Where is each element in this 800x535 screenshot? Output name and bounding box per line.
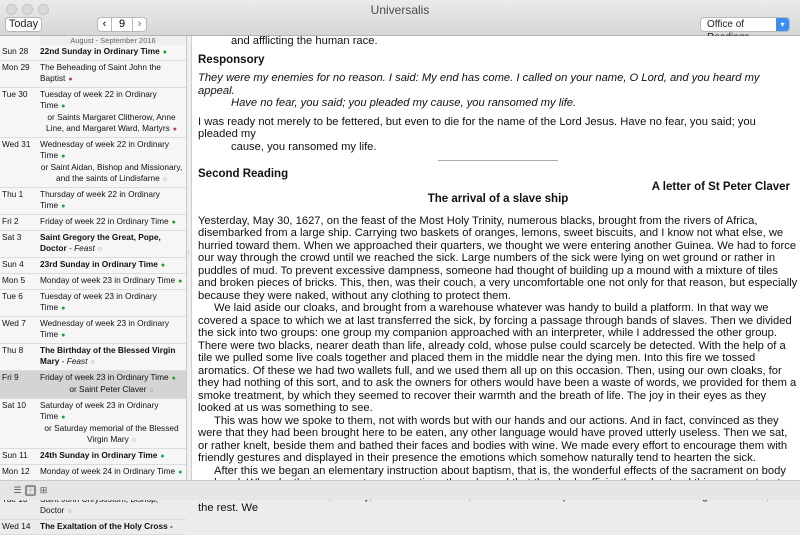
day-celebrations xyxy=(40,291,186,314)
second-reading-heading: Second Reading xyxy=(198,168,289,180)
celebration-name: Friday of week 23 in Ordinary Time xyxy=(40,372,169,382)
liturgical-color-dot-icon: ● xyxy=(61,203,66,210)
day-row[interactable] xyxy=(0,317,186,344)
celebration-line xyxy=(40,372,183,384)
day-row[interactable] xyxy=(0,258,186,274)
celebration-line xyxy=(40,162,183,185)
day-date: Tue 6 xyxy=(2,291,23,301)
celebration-name: The Birthday of the Blessed Virgin Mary xyxy=(40,345,176,366)
celebration-rank: - Feast xyxy=(59,356,88,366)
liturgical-color-dot-icon: ● xyxy=(61,103,66,110)
optional-memorial-dot-icon: ○ xyxy=(90,359,95,366)
reading-paragraph: This was how we spoke to them, not with words but with our hands and our actions. And in fact, convinced as they were that they had been brought here to be eaten, any other language would have proved utterly useless. Then we sat, or rather knelt, beside them and bathed their faces and bodies with wine. We made every effort to encourage them with friendly gestures and displayed in their presence the emotions which somehow naturally tend to hearten the sick. xyxy=(198,414,788,464)
celebration-line xyxy=(40,345,183,368)
office-select-label: Office of xyxy=(707,19,745,30)
liturgical-color-dot-icon: ● xyxy=(61,153,66,160)
celebration-name: Tuesday of week 23 in Ordinary Time xyxy=(40,291,157,312)
celebration-name: Tuesday of week 22 in Ordinary Time xyxy=(40,89,157,110)
day-stepper xyxy=(97,17,147,32)
celebration-name: Saint Gregory the Great, Pope, Doctor xyxy=(40,232,161,253)
celebration-line xyxy=(40,318,183,341)
day-celebrations xyxy=(40,318,186,341)
reading-line: and afflicting the human race. xyxy=(231,35,378,47)
celebration-line xyxy=(40,291,183,314)
day-celebrations xyxy=(40,232,186,255)
celebration-line xyxy=(40,400,183,423)
responsory-verse-2 xyxy=(198,116,798,154)
liturgical-color-dot-icon: ● xyxy=(172,126,177,133)
window-title: Universalis xyxy=(370,3,430,17)
liturgical-color-dot-icon: ● xyxy=(178,469,183,476)
month-header: August - September 2016 xyxy=(40,36,186,45)
section-divider xyxy=(438,160,558,161)
day-celebrations xyxy=(40,216,186,228)
celebration-line xyxy=(40,521,183,532)
day-date: Wed 7 xyxy=(2,318,26,328)
day-row[interactable] xyxy=(0,231,186,258)
day-date: Sat 10 xyxy=(2,400,26,410)
day-row[interactable] xyxy=(0,399,186,449)
day-date: Fri 9 xyxy=(2,372,19,382)
previous-day-button[interactable]: ‹ xyxy=(97,17,112,32)
celebration-line xyxy=(40,89,183,112)
reading-text xyxy=(198,35,798,515)
day-date: Mon 29 xyxy=(2,62,30,72)
celebration-name: Monday of week 23 in Ordinary Time xyxy=(40,275,176,285)
day-celebrations xyxy=(40,89,186,135)
day-celebrations xyxy=(40,62,186,85)
title-bar xyxy=(0,0,800,36)
responsory-verse-response: cause, you ransomed my life. xyxy=(231,140,377,153)
day-date: Tue 30 xyxy=(2,89,28,99)
optional-memorial-dot-icon: ○ xyxy=(162,176,167,183)
next-day-button[interactable]: › xyxy=(132,17,147,32)
grid-view-icon[interactable]: ⊞ xyxy=(39,485,48,495)
list-view-icon[interactable]: ☰ xyxy=(13,485,22,495)
responsory-verse-line: They were my enemies for no reason. I said: My end has come. I called on your name, O Lord, and you heard my appeal. xyxy=(198,72,760,97)
day-row[interactable] xyxy=(0,371,186,399)
chevron-down-icon: ▾ xyxy=(776,18,789,31)
optional-memorial-dot-icon: ○ xyxy=(97,246,103,253)
celebration-line xyxy=(40,139,183,162)
day-date: Mon 5 xyxy=(2,275,26,285)
day-date: Thu 8 xyxy=(2,345,24,355)
day-row[interactable] xyxy=(0,274,186,290)
reading-pane[interactable] xyxy=(192,35,800,514)
celebration-name: or Saint Peter Claver xyxy=(69,384,147,394)
responsory-verse xyxy=(198,72,798,110)
day-date: Fri 2 xyxy=(2,216,19,226)
celebration-line xyxy=(40,112,183,135)
day-celebrations xyxy=(40,259,186,271)
celebration-line xyxy=(40,46,183,58)
liturgical-color-dot-icon: ● xyxy=(171,219,176,226)
day-row[interactable] xyxy=(0,449,186,465)
day-row[interactable] xyxy=(0,45,186,61)
resize-grip-icon[interactable]: ⁝ xyxy=(188,251,190,257)
day-celebrations xyxy=(40,372,186,396)
liturgical-color-dot-icon: ● xyxy=(171,375,176,382)
day-row[interactable] xyxy=(0,88,186,138)
celebration-name: 24th Sunday in Ordinary Time xyxy=(40,450,158,460)
celebration-line xyxy=(40,275,183,287)
day-celebrations xyxy=(40,46,186,58)
liturgical-color-dot-icon: ● xyxy=(61,332,66,339)
day-celebrations xyxy=(40,139,186,185)
reading-paragraph: Yesterday, May 30, 1627, on the feast of the Most Holy Trinity, numerous blacks, brought from the rivers of Africa, disembarked from a large ship. Carrying two baskets of oranges, lemons, sweet biscuits, and I know not what else, we hurried toward them. When we approached their quarters, we thought we were entering another Guinea. We had to force our way through the crowd until we reached the sick. Large numbers of the sick were lying on wet ground or rather in puddles of mud. To prevent excessive dampness, someone had thought of building up a mound with a mixture of tiles and broken pieces of bricks. This, then, was their couch, a very uncomfortable one not only for that reason, but especially because they were naked, without any clothing to protect them. xyxy=(198,214,798,302)
office-select[interactable] xyxy=(700,17,790,32)
day-row[interactable] xyxy=(0,188,186,215)
liturgical-color-dot-icon: ● xyxy=(61,305,66,312)
day-celebrations xyxy=(40,345,186,368)
day-date: Sun 11 xyxy=(2,450,28,460)
liturgical-color-dot-icon: ● xyxy=(178,278,183,285)
celebration-line xyxy=(40,259,183,271)
responsory-verse-line: I was ready not merely to be fettered, but even to die for the name of the Lord Jesus. Have no fear, you said; you pleaded my xyxy=(198,115,756,140)
liturgical-color-dot-icon: ● xyxy=(68,76,73,83)
page-view-icon[interactable]: ▦ xyxy=(26,485,35,495)
liturgical-color-dot-icon: ● xyxy=(160,262,166,269)
day-celebrations xyxy=(40,189,186,212)
celebration-line xyxy=(40,450,183,462)
celebration-line xyxy=(40,232,183,255)
celebration-name: Wednesday of week 22 in Ordinary Time xyxy=(40,139,169,160)
celebration-name: 23rd Sunday in Ordinary Time xyxy=(40,259,158,269)
celebration-name: or Saints Margaret Clitherow, Anne Line, and Margaret Ward, Martyrs xyxy=(46,112,176,133)
celebration-line xyxy=(40,216,183,228)
celebration-line xyxy=(40,384,183,396)
celebration-name: The Exaltation of the Holy Cross - xyxy=(40,521,173,531)
celebration-name: Friday of week 22 in Ordinary Time xyxy=(40,216,169,226)
day-date: Sat 3 xyxy=(2,232,22,242)
celebration-rank: - Feast xyxy=(66,243,95,253)
reading-paragraph: We laid aside our cloaks, and brought from a warehouse whatever was handy to build a platform. In that way we covered a space to which we at last transferred the sick, by forcing a passage through bands of slaves. Then we divided the sick into two groups: one group my companion approached with an interpreter, while I addressed the other group. There were two blacks, nearer death than life, already cold, whose pulse could scarcely be detected. With the help of a tile we pulled some live coals together and placed them in the middle near the dying men. Into this fire we tossed aromatics. Of these we had two wallets full, and we used them all up on this occasion. Then, using our own cloaks, for they had nothing of this sort, and to ask the owners for others would have been a waste of words, we provided for them a smoke treatment, by which they seemed to recover their warmth and the breath of life. The joy in their eyes as they looked at us was something to see. xyxy=(198,302,797,414)
celebration-name: Thursday of week 22 in Ordinary Time xyxy=(40,189,160,210)
letter-title: A letter of St Peter Claver xyxy=(651,180,790,193)
bottom-bar xyxy=(0,480,800,500)
liturgical-color-dot-icon: ● xyxy=(61,414,66,421)
calendar-sidebar[interactable] xyxy=(0,36,187,531)
day-celebrations xyxy=(40,400,186,446)
celebration-name: or Saturday memorial of the Blessed Virgin Mary xyxy=(44,423,179,444)
celebration-line xyxy=(40,189,183,212)
celebration-line xyxy=(40,62,183,85)
day-date: Wed 14 xyxy=(2,521,31,531)
day-row[interactable] xyxy=(0,215,186,231)
celebration-line xyxy=(40,423,183,446)
reading-paragraph: After this we began an elementary instruction about baptism, that is, the wonderful effects of the sacrament on body the rest. We xyxy=(198,464,786,514)
reading-title: The arrival of a slave ship xyxy=(427,193,569,205)
optional-memorial-dot-icon: ○ xyxy=(67,508,72,515)
optional-memorial-dot-icon: ○ xyxy=(149,387,154,394)
liturgical-color-dot-icon: ● xyxy=(162,49,167,56)
day-date: Mon 12 xyxy=(2,466,30,476)
celebration-name: Monday of week 24 in Ordinary Time xyxy=(40,466,176,476)
day-row[interactable] xyxy=(0,61,186,88)
celebration-line xyxy=(40,466,183,478)
optional-memorial-dot-icon: ○ xyxy=(131,437,137,444)
responsory-heading: Responsory xyxy=(198,53,265,66)
day-number-field[interactable]: 9 xyxy=(112,17,132,32)
celebration-name: Doctor xyxy=(40,505,65,515)
celebration-name: or Saint Aidan, Bishop and Missionary, and the saints of Lindisfarne xyxy=(40,162,183,183)
day-row[interactable] xyxy=(0,520,186,535)
day-list xyxy=(0,45,186,535)
day-row[interactable] xyxy=(0,344,186,371)
day-celebrations xyxy=(40,450,186,462)
day-date: Thu 1 xyxy=(2,189,24,199)
celebration-name: 22nd Sunday in Ordinary Time xyxy=(40,46,160,56)
celebration-name: Saturday of week 23 in Ordinary Time xyxy=(40,400,159,421)
today-button[interactable]: Today xyxy=(5,17,42,32)
liturgical-color-dot-icon: ● xyxy=(160,453,165,460)
day-date: Wed 31 xyxy=(2,139,31,149)
celebration-name: Wednesday of week 23 in Ordinary Time xyxy=(40,318,169,339)
responsory-verse-response: Have no fear, you said; you pleaded my cause, you ransomed my life. xyxy=(231,97,577,109)
day-celebrations xyxy=(40,521,186,532)
day-row[interactable] xyxy=(0,138,186,188)
day-date: Sun 4 xyxy=(2,259,24,269)
day-date: Sun 28 xyxy=(2,46,29,56)
day-celebrations xyxy=(40,275,186,287)
celebration-name: The Beheading of Saint John the Baptist xyxy=(40,62,161,83)
day-row[interactable] xyxy=(0,290,186,317)
